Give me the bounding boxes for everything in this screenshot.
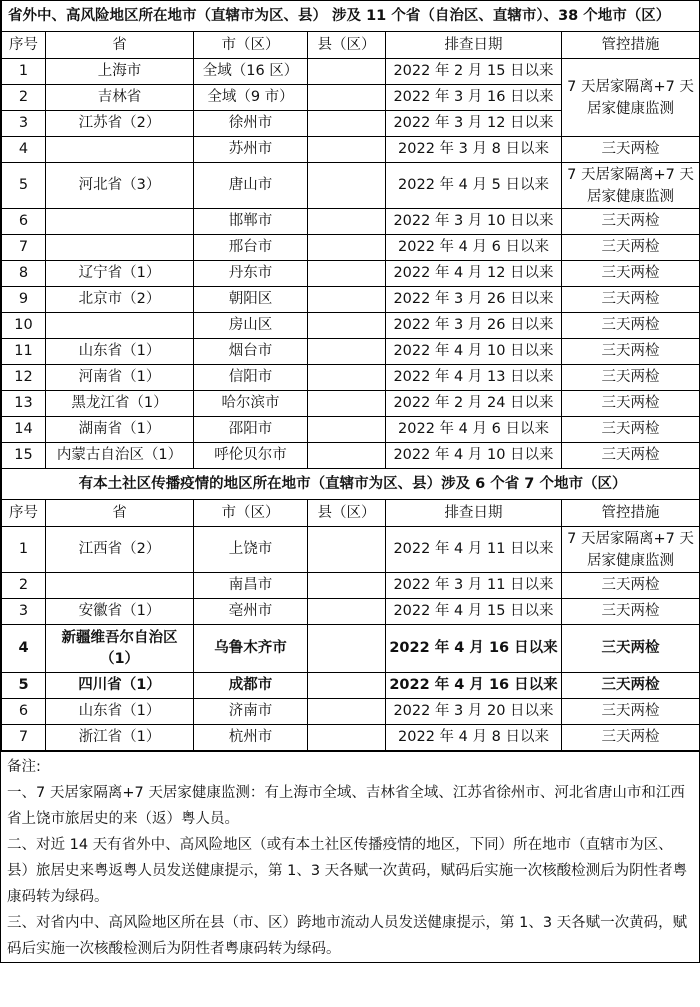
row-city: 烟台市 bbox=[194, 339, 308, 365]
header-province: 省 bbox=[46, 500, 194, 527]
header-province: 省 bbox=[46, 32, 194, 59]
row-county bbox=[308, 339, 386, 365]
row-county bbox=[308, 137, 386, 163]
row-measure: 7 天居家隔离+7 天居家健康监测 bbox=[562, 163, 700, 209]
row-no: 3 bbox=[2, 111, 46, 137]
table-row bbox=[2, 313, 700, 339]
section2-header-row bbox=[2, 500, 700, 527]
row-county bbox=[308, 391, 386, 417]
table-row bbox=[2, 725, 700, 751]
note-item-1: 一、7 天居家隔离+7 天居家健康监测：有上海市全域、吉林省全域、江苏省徐州市、河北省唐山市和江西省上饶市旅居史的来（返）粤人员。 bbox=[7, 785, 685, 827]
row-measure: 三天两检 bbox=[562, 443, 700, 469]
row-no: 7 bbox=[2, 235, 46, 261]
header-city: 市（区） bbox=[194, 32, 308, 59]
row-date: 2022 年 3 月 8 日以来 bbox=[386, 137, 562, 163]
row-city: 唐山市 bbox=[194, 163, 308, 209]
table-row bbox=[2, 443, 700, 469]
header-county: 县（区） bbox=[308, 32, 386, 59]
header-city: 市（区） bbox=[194, 500, 308, 527]
row-city: 呼伦贝尔市 bbox=[194, 443, 308, 469]
row-county bbox=[308, 527, 386, 573]
row-no: 6 bbox=[2, 699, 46, 725]
row-province: 山东省（1） bbox=[46, 699, 194, 725]
row-county bbox=[308, 235, 386, 261]
table-row bbox=[2, 287, 700, 313]
row-no: 5 bbox=[2, 163, 46, 209]
row-no: 2 bbox=[2, 573, 46, 599]
row-province: 河北省（3） bbox=[46, 163, 194, 209]
row-county bbox=[308, 163, 386, 209]
row-date: 2022 年 4 月 16 日以来 bbox=[386, 673, 562, 699]
row-measure: 三天两检 bbox=[562, 261, 700, 287]
row-province bbox=[46, 209, 194, 235]
row-measure: 三天两检 bbox=[562, 209, 700, 235]
table-row bbox=[2, 391, 700, 417]
row-county bbox=[308, 699, 386, 725]
row-city: 杭州市 bbox=[194, 725, 308, 751]
row-county bbox=[308, 85, 386, 111]
row-province: 安徽省（1） bbox=[46, 599, 194, 625]
row-date: 2022 年 3 月 20 日以来 bbox=[386, 699, 562, 725]
row-city: 成都市 bbox=[194, 673, 308, 699]
header-measure: 管控措施 bbox=[562, 500, 700, 527]
row-measure: 三天两检 bbox=[562, 573, 700, 599]
row-no: 4 bbox=[2, 625, 46, 673]
header-no: 序号 bbox=[2, 32, 46, 59]
row-city: 乌鲁木齐市 bbox=[194, 625, 308, 673]
row-county bbox=[308, 625, 386, 673]
row-no: 10 bbox=[2, 313, 46, 339]
row-province: 湖南省（1） bbox=[46, 417, 194, 443]
row-county bbox=[308, 209, 386, 235]
table-row bbox=[2, 235, 700, 261]
row-no: 3 bbox=[2, 599, 46, 625]
row-no: 5 bbox=[2, 673, 46, 699]
row-province bbox=[46, 573, 194, 599]
row-county bbox=[308, 573, 386, 599]
row-province: 四川省（1） bbox=[46, 673, 194, 699]
row-no: 4 bbox=[2, 137, 46, 163]
row-city: 丹东市 bbox=[194, 261, 308, 287]
row-date: 2022 年 4 月 10 日以来 bbox=[386, 443, 562, 469]
row-province bbox=[46, 313, 194, 339]
table-row bbox=[2, 261, 700, 287]
notes-heading: 备注: bbox=[7, 759, 41, 775]
row-measure-merged: 7 天居家隔离+7 天居家健康监测 bbox=[562, 59, 700, 137]
row-province: 上海市 bbox=[46, 59, 194, 85]
row-county bbox=[308, 59, 386, 85]
row-date: 2022 年 2 月 15 日以来 bbox=[386, 59, 562, 85]
table-row bbox=[2, 209, 700, 235]
notes-section bbox=[1, 751, 699, 963]
row-measure: 三天两检 bbox=[562, 235, 700, 261]
table-row bbox=[2, 673, 700, 699]
row-province: 江西省（2） bbox=[46, 527, 194, 573]
row-no: 9 bbox=[2, 287, 46, 313]
section1-header-row bbox=[2, 32, 700, 59]
row-city: 亳州市 bbox=[194, 599, 308, 625]
row-no: 6 bbox=[2, 209, 46, 235]
row-county bbox=[308, 725, 386, 751]
row-county bbox=[308, 365, 386, 391]
table-row bbox=[2, 417, 700, 443]
table-row bbox=[2, 339, 700, 365]
header-measure: 管控措施 bbox=[562, 32, 700, 59]
row-city: 朝阳区 bbox=[194, 287, 308, 313]
table-row bbox=[2, 699, 700, 725]
row-date: 2022 年 4 月 5 日以来 bbox=[386, 163, 562, 209]
row-county bbox=[308, 261, 386, 287]
row-measure: 三天两检 bbox=[562, 391, 700, 417]
row-province: 吉林省 bbox=[46, 85, 194, 111]
row-date: 2022 年 4 月 6 日以来 bbox=[386, 235, 562, 261]
row-no: 7 bbox=[2, 725, 46, 751]
row-date: 2022 年 2 月 24 日以来 bbox=[386, 391, 562, 417]
row-measure: 三天两检 bbox=[562, 137, 700, 163]
row-measure: 三天两检 bbox=[562, 673, 700, 699]
row-city: 济南市 bbox=[194, 699, 308, 725]
row-measure: 三天两检 bbox=[562, 599, 700, 625]
row-date: 2022 年 4 月 10 日以来 bbox=[386, 339, 562, 365]
row-city: 邯郸市 bbox=[194, 209, 308, 235]
row-city: 房山区 bbox=[194, 313, 308, 339]
section2-title: 有本土社区传播疫情的地区所在地市（直辖市为区、县）涉及 6 个省 7 个地市（区） bbox=[2, 469, 700, 500]
row-date: 2022 年 4 月 13 日以来 bbox=[386, 365, 562, 391]
row-province bbox=[46, 235, 194, 261]
row-measure: 三天两检 bbox=[562, 725, 700, 751]
row-measure: 三天两检 bbox=[562, 287, 700, 313]
control-table bbox=[1, 0, 700, 751]
row-no: 11 bbox=[2, 339, 46, 365]
row-county bbox=[308, 417, 386, 443]
row-no: 12 bbox=[2, 365, 46, 391]
row-date: 2022 年 4 月 11 日以来 bbox=[386, 527, 562, 573]
section1-title: 省外中、高风险地区所在地市（直辖市为区、县） 涉及 11 个省（自治区、直辖市）、38 个地市（区） bbox=[2, 1, 700, 32]
row-province: 辽宁省（1） bbox=[46, 261, 194, 287]
row-no: 2 bbox=[2, 85, 46, 111]
row-province: 新疆维吾尔自治区（1） bbox=[46, 625, 194, 673]
row-measure: 三天两检 bbox=[562, 313, 700, 339]
row-province bbox=[46, 137, 194, 163]
row-date: 2022 年 4 月 15 日以来 bbox=[386, 599, 562, 625]
row-county bbox=[308, 599, 386, 625]
row-city: 上饶市 bbox=[194, 527, 308, 573]
row-city: 哈尔滨市 bbox=[194, 391, 308, 417]
row-province: 河南省（1） bbox=[46, 365, 194, 391]
header-date: 排查日期 bbox=[386, 500, 562, 527]
header-county: 县（区） bbox=[308, 500, 386, 527]
row-province: 北京市（2） bbox=[46, 287, 194, 313]
row-province: 江苏省（2） bbox=[46, 111, 194, 137]
row-county bbox=[308, 287, 386, 313]
header-date: 排查日期 bbox=[386, 32, 562, 59]
row-city: 苏州市 bbox=[194, 137, 308, 163]
row-measure: 三天两检 bbox=[562, 339, 700, 365]
table-row bbox=[2, 625, 700, 673]
row-no: 13 bbox=[2, 391, 46, 417]
row-no: 14 bbox=[2, 417, 46, 443]
row-no: 8 bbox=[2, 261, 46, 287]
row-city: 信阳市 bbox=[194, 365, 308, 391]
row-city: 徐州市 bbox=[194, 111, 308, 137]
row-province: 黑龙江省（1） bbox=[46, 391, 194, 417]
header-no: 序号 bbox=[2, 500, 46, 527]
row-no: 1 bbox=[2, 59, 46, 85]
row-city: 邵阳市 bbox=[194, 417, 308, 443]
row-province: 浙江省（1） bbox=[46, 725, 194, 751]
table-row bbox=[2, 599, 700, 625]
row-date: 2022 年 3 月 26 日以来 bbox=[386, 313, 562, 339]
row-measure: 三天两检 bbox=[562, 365, 700, 391]
note-item-2: 二、对近 14 天有省外中、高风险地区（或有本土社区传播疫情的地区，下同）所在地市（直辖市为区、县）旅居史来粤返粤人员发送健康提示，第 1、3 天各赋一次黄码，赋码后实施一次核酸检测后为阴性者粤康码转为绿码。 bbox=[7, 837, 688, 905]
row-date: 2022 年 4 月 12 日以来 bbox=[386, 261, 562, 287]
table-row bbox=[2, 365, 700, 391]
row-county bbox=[308, 443, 386, 469]
row-measure: 三天两检 bbox=[562, 625, 700, 673]
table-row bbox=[2, 137, 700, 163]
row-date: 2022 年 4 月 8 日以来 bbox=[386, 725, 562, 751]
row-date: 2022 年 3 月 16 日以来 bbox=[386, 85, 562, 111]
row-date: 2022 年 3 月 12 日以来 bbox=[386, 111, 562, 137]
row-city: 邢台市 bbox=[194, 235, 308, 261]
row-date: 2022 年 4 月 16 日以来 bbox=[386, 625, 562, 673]
row-city: 全域（9 市） bbox=[194, 85, 308, 111]
row-city: 全域（16 区） bbox=[194, 59, 308, 85]
row-date: 2022 年 3 月 26 日以来 bbox=[386, 287, 562, 313]
row-date: 2022 年 3 月 11 日以来 bbox=[386, 573, 562, 599]
row-city: 南昌市 bbox=[194, 573, 308, 599]
row-measure: 三天两检 bbox=[562, 699, 700, 725]
row-county bbox=[308, 313, 386, 339]
row-date: 2022 年 4 月 6 日以来 bbox=[386, 417, 562, 443]
row-measure: 三天两检 bbox=[562, 417, 700, 443]
row-province: 内蒙古自治区（1） bbox=[46, 443, 194, 469]
row-county bbox=[308, 673, 386, 699]
table-row bbox=[2, 59, 700, 85]
row-no: 15 bbox=[2, 443, 46, 469]
row-date: 2022 年 3 月 10 日以来 bbox=[386, 209, 562, 235]
row-measure: 7 天居家隔离+7 天居家健康监测 bbox=[562, 527, 700, 573]
row-county bbox=[308, 111, 386, 137]
note-item-3: 三、对省内中、高风险地区所在县（市、区）跨地市流动人员发送健康提示，第 1、3 天各赋一次黄码，赋码后实施一次核酸检测后为阴性者粤康码转为绿码。 bbox=[7, 915, 688, 957]
row-no: 1 bbox=[2, 527, 46, 573]
table-row bbox=[2, 163, 700, 209]
table-row bbox=[2, 527, 700, 573]
row-province: 山东省（1） bbox=[46, 339, 194, 365]
table-row bbox=[2, 573, 700, 599]
